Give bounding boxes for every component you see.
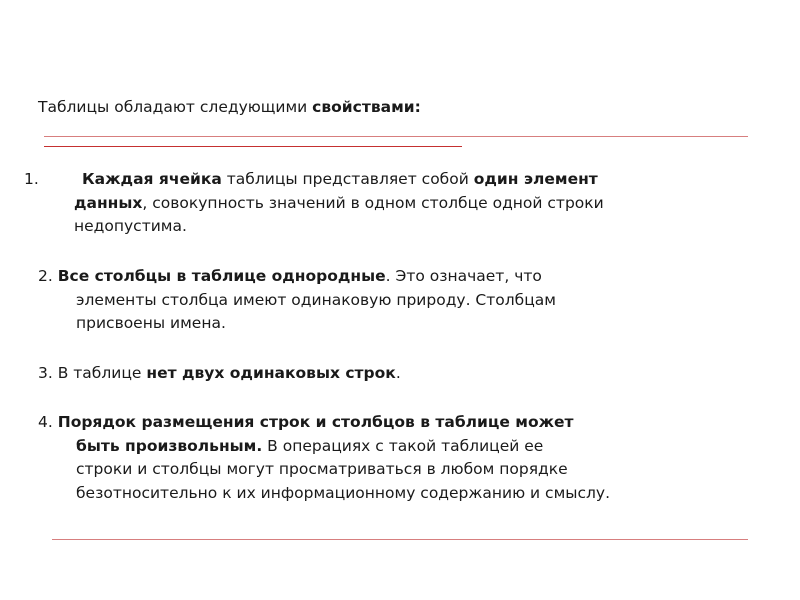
- item-1-bold-c: данных: [74, 193, 143, 212]
- list-item-2: [38, 265, 556, 336]
- bottom-divider: [52, 539, 748, 540]
- item-4-line-3: строки и столбцы могут просматриваться в любом порядке: [76, 460, 568, 478]
- item-2-line-3: присвоены имена.: [76, 314, 226, 332]
- list-item-3: [38, 362, 401, 386]
- item-3-number: 3.: [38, 364, 58, 382]
- item-4-number: 4.: [38, 413, 58, 431]
- item-4-line-2: [38, 435, 610, 459]
- item-4-bold-b: быть произвольным.: [76, 436, 263, 455]
- slide-heading: [38, 96, 421, 118]
- item-1-line-1: [24, 168, 604, 192]
- list-item-4: [38, 411, 610, 505]
- item-4-line-4: безотносительно к их информационному содержанию и смыслу.: [76, 483, 611, 502]
- item-3-pre: В таблице: [57, 364, 147, 382]
- top-divider: [44, 136, 748, 137]
- item-2-line-1: [38, 265, 556, 289]
- item-1-mid: таблицы представляет собой: [221, 170, 474, 188]
- item-1-number: 1.: [24, 170, 39, 188]
- item-4-rest: В операциях с такой таблицей ее: [262, 436, 544, 455]
- heading-prefix: Таблицы обладают следующими: [38, 98, 313, 116]
- item-4-bold-a: Порядок размещения строк и столбцов в таблице может: [57, 413, 574, 431]
- top-accent-divider: [44, 146, 462, 147]
- item-2-line-2: элементы столбца имеют одинаковую природу. Столбцам: [76, 290, 556, 309]
- item-2-number: 2.: [38, 267, 58, 285]
- list-item-1: [24, 168, 604, 239]
- heading-bold: свойствами:: [312, 98, 421, 116]
- item-3-bold: нет двух одинаковых строк: [146, 364, 396, 382]
- item-1-line-3: недопустима.: [74, 217, 187, 235]
- item-4-line-1: [38, 411, 610, 435]
- item-1-line-2: [24, 192, 604, 216]
- item-3-line-1: [38, 362, 401, 386]
- item-1-bold-a: Каждая ячейка: [82, 170, 222, 188]
- item-1-rest: , совокупность значений в одном столбце одной строки: [142, 193, 604, 212]
- item-2-bold: Все столбцы в таблице однородные: [57, 267, 386, 285]
- item-3-post: .: [395, 364, 401, 382]
- item-1-bold-b: один элемент: [473, 170, 598, 188]
- item-2-rest: . Это означает, что: [385, 267, 542, 285]
